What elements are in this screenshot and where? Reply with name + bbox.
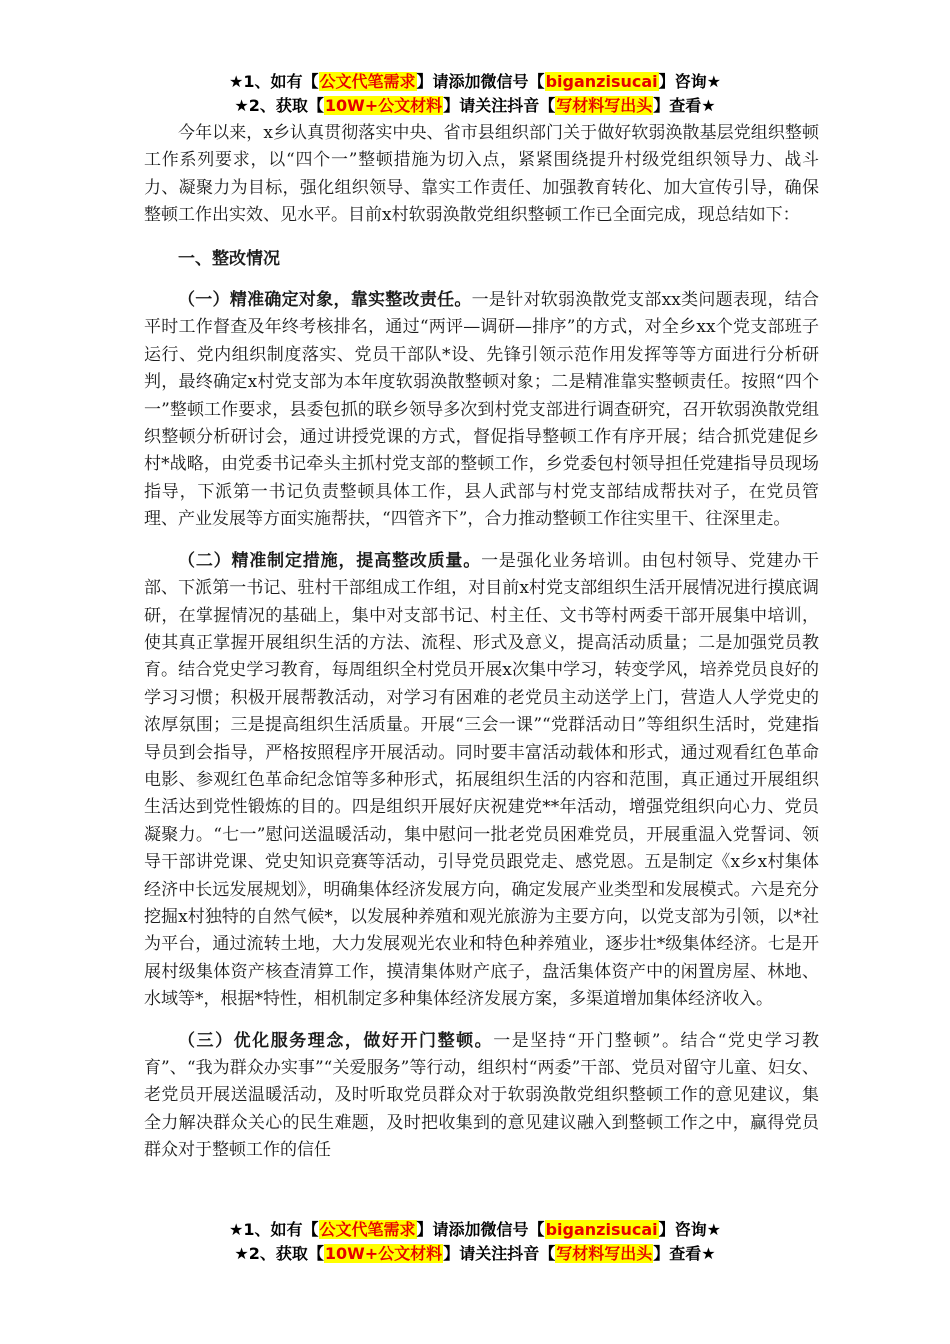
banner-highlight: 写材料写出头 [556, 96, 653, 115]
banner-text: ★1、如有【 [229, 1220, 319, 1239]
banner-text: 】请 [416, 72, 449, 91]
banner-text: 抖音【 [507, 1244, 556, 1263]
paragraph-body: 一是针对软弱涣散党支部xx类问题表现，结合平时工作督查及年终考核排名，通过“两评—调研—排序”的方式，对全乡xx个党支部班子运行、党内组织制度落实、党员干部队*设、先锋引领示范作用发挥等等方面进行分析研判，最终确定x村党支部为本年度软弱涣散整顿对象；二是精准靠实整顿责任。按照“四个一”整顿工作要求，县委包抓的联乡领导多次到村党支部进行调查研究，召开软弱涣散党组织整顿分析研讨会，通过讲授党课的方式，督促指导整顿工作有序开展；结合抓党建促乡村*战略，由党委书记牵头主抓村党支部的整顿工作，乡党委包村领导担任党建指导员现场指导，下派第一书记负责整顿具体工作，县人武部与村党支部结成帮扶对子，在党员管理、产业发展等方面实施帮扶，“四管齐下”，合力推动整顿工作往实里干、往深里走。 [144, 290, 819, 530]
banner-text: 】请 [443, 96, 476, 115]
banner-text: 】查看★ [653, 96, 716, 115]
banner-text: ★2、获取【 [234, 1244, 324, 1263]
banner-emphasis: 添加 [448, 1220, 481, 1239]
banner-highlight: 10W+公文材料 [324, 1244, 443, 1263]
banner-text: 】请 [443, 1244, 476, 1263]
banner-highlight: biganzisucai [545, 72, 658, 91]
banner-text: 】咨询★ [658, 72, 721, 91]
banner-emphasis: 关注 [475, 96, 508, 115]
paragraph-body: 一是坚持“开门整顿”。结合“党史学习教育”、“我为群众办实事”“关爱服务”等行动，组织村“两委”干部、党员对留守儿童、妇女、老党员开展送温暖活动，及时听取党员群众对于软弱涣散党组织整顿工作的意见建议，集全力解决群众关心的民生难题，及时把收集到的意见建议融入到整顿工作之中，赢得党员群众对于整顿工作的信任 [144, 1030, 820, 1161]
section-paragraph-2 [144, 548, 819, 1014]
banner-highlight: biganzisucai [545, 1220, 658, 1239]
banner-highlight: 公文代笔需求 [319, 1220, 416, 1239]
banner-text: 】请 [416, 1220, 449, 1239]
banner-text: 微信号【 [480, 1220, 545, 1239]
promo-banner-top-line1 [0, 70, 950, 93]
promo-banner-bottom-line2 [0, 1242, 950, 1265]
banner-highlight: 写材料写出头 [556, 1244, 653, 1263]
promo-banner-top-line2 [0, 94, 950, 117]
banner-text: 抖音【 [507, 96, 556, 115]
banner-text: 】咨询★ [658, 1220, 721, 1239]
document-body [144, 120, 819, 1165]
banner-emphasis: 添加 [448, 72, 481, 91]
banner-text: ★2、获取【 [234, 96, 324, 115]
section-heading: 一、整改情况 [178, 248, 280, 269]
section-paragraph-1 [144, 287, 819, 534]
promo-banner-bottom-line1 [0, 1218, 950, 1241]
paragraph-lead: （一）精准确定对象，靠实整改责任。 [178, 290, 472, 311]
paragraph-body: 一是强化业务培训。由包村领导、党建办干部、下派第一书记、驻村干部组成工作组，对目前x村党支部组织生活开展情况进行摸底调研，在掌握情况的基础上，集中对支部书记、村主任、文书等村两委干部开展集中培训，使其真正掌握开展组织生活的方法、流程、形式及意义，提高活动质量；二是加强党员教育。结合党史学习教育，每周组织全村党员开展x次集中学习，转变学风，培养党员良好的学习习惯；积极开展帮教活动，对学习有困难的老党员主动送学上门，营造人人学党史的浓厚氛围；三是提高组织生活质量。开展“三会一课”“党群活动日”等组织生活时，党建指导员到会指导，严格按照程序开展活动。同时要丰富活动载体和形式，通过观看红色革命电影、参观红色革命纪念馆等多种形式，拓展组织生活的内容和范围，真正通过开展组织生活达到党性锻炼的目的。四是组织开展好庆祝建党**年活动，增强党组织向心力、党员凝聚力。“七一”慰问送温暖活动，集中慰问一批老党员困难党员，开展重温入党誓词、领导干部讲党课、党史知识竞赛等活动，引导党员跟党走、感党恩。五是制定《x乡x村集体经济中长远发展规划》，明确集体经济发展方向，确定发展产业类型和发展模式。六是充分挖掘x村独特的自然气候*，以发展种养殖和观光旅游为主要方向，以党支部为引领，以*社为平台，通过流转土地，大力发展观光农业和特色种养殖业，逐步壮*级集体经济。七是开展村级集体资产核查清算工作，摸清集体财产底子，盘活集体资产中的闲置房屋、林地、水域等*，根据*特性，相机制定多种集体经济发展方案，多渠道增加集体经济收入。 [144, 550, 820, 1010]
banner-emphasis: 关注 [475, 1244, 508, 1263]
intro-paragraph: 今年以来，x乡认真贯彻落实中央、省市县组织部门关于做好软弱涣散基层党组织整顿工作系列要求，以“四个一”整顿措施为切入点，紧紧围绕提升村级党组织领导力、战斗力、凝聚力为目标，强化组织领导、靠实工作责任、加强教育转化、加大宣传引导，确保整顿工作出实效、见水平。目前x村软弱涣散党组织整顿工作已全面完成，现总结如下： [144, 123, 819, 226]
paragraph-lead: （三）优化服务理念，做好开门整顿。 [178, 1030, 494, 1051]
banner-text: ★1、如有【 [229, 72, 319, 91]
banner-text: 】查看★ [653, 1244, 716, 1263]
paragraph-lead: （二）精准制定措施，提高整改质量。 [178, 550, 482, 571]
banner-text: 微信号【 [480, 72, 545, 91]
section-paragraph-3 [144, 1028, 819, 1165]
banner-highlight: 10W+公文材料 [324, 96, 443, 115]
banner-highlight: 公文代笔需求 [319, 72, 416, 91]
